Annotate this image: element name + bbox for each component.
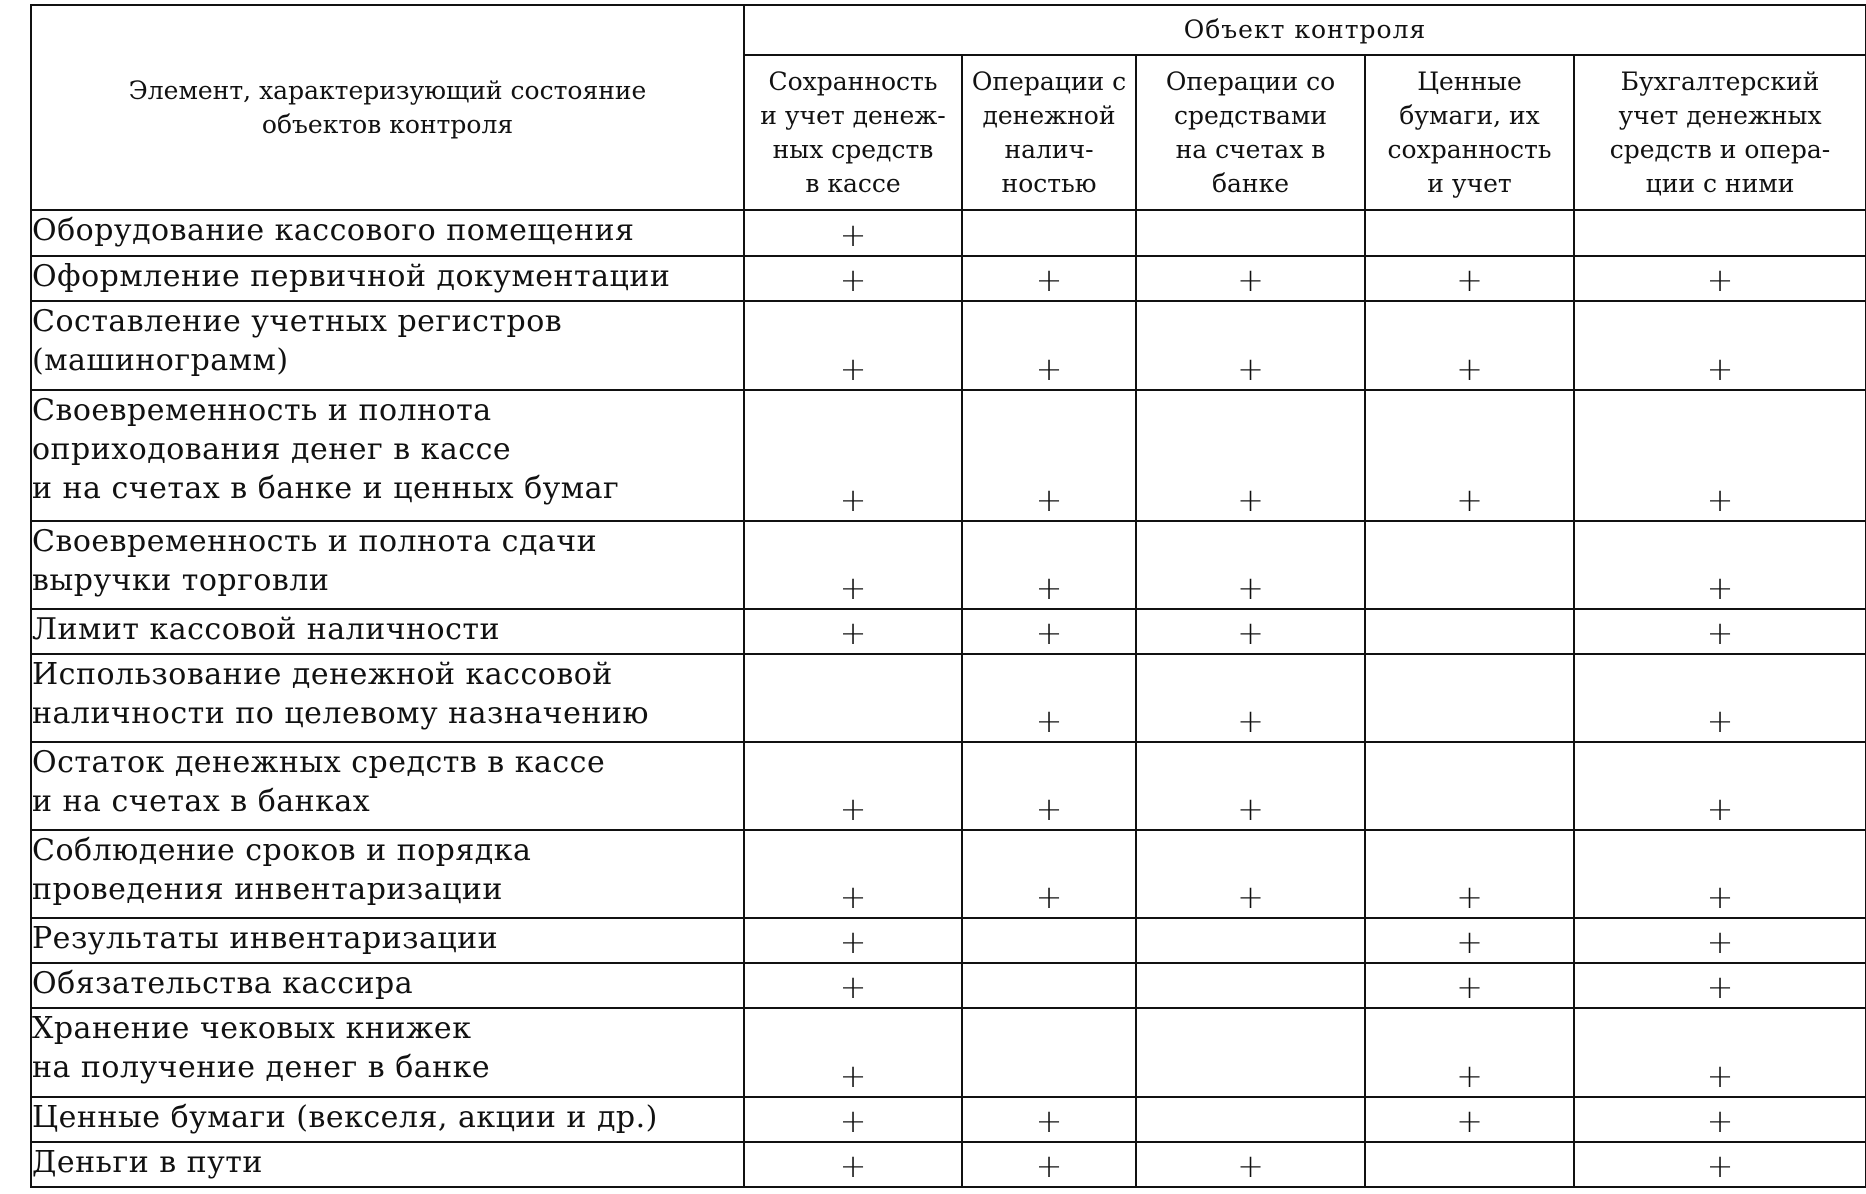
- control-object-header: Объект контроля: [744, 5, 1866, 55]
- mark-cell: [1365, 521, 1574, 609]
- mark-cell: +: [1574, 301, 1866, 389]
- row-label: Ценные бумаги (векселя, акции и др.): [31, 1097, 744, 1142]
- table-row: [31, 609, 1866, 654]
- mark-cell: +: [744, 1142, 962, 1187]
- mark-cell: +: [1365, 301, 1574, 389]
- control-objects-table: [30, 4, 1866, 1188]
- mark-cell: [1365, 210, 1574, 256]
- column-header-3: Операции со средствами на счетах в банке: [1136, 55, 1365, 210]
- table-body: [31, 210, 1866, 1187]
- table-row: [31, 1142, 1866, 1187]
- mark-cell: +: [1136, 390, 1365, 521]
- row-label: Хранение чековых книжек на получение денег в банке: [31, 1008, 744, 1096]
- mark-cell: +: [744, 742, 962, 830]
- column-header-2: Операции с денежной налич- ностью: [962, 55, 1136, 210]
- table-row: [31, 654, 1866, 742]
- row-label: Составление учетных регистров (машинограмм): [31, 301, 744, 389]
- mark-cell: +: [1574, 256, 1866, 301]
- mark-cell: +: [962, 1142, 1136, 1187]
- mark-cell: +: [962, 390, 1136, 521]
- mark-cell: [1136, 963, 1365, 1008]
- mark-cell: +: [962, 830, 1136, 918]
- mark-cell: [1136, 1008, 1365, 1096]
- mark-cell: +: [962, 256, 1136, 301]
- row-label: Деньги в пути: [31, 1142, 744, 1187]
- mark-cell: +: [1574, 963, 1866, 1008]
- mark-cell: +: [1136, 654, 1365, 742]
- mark-cell: +: [744, 210, 962, 256]
- mark-cell: +: [744, 1097, 962, 1142]
- mark-cell: +: [1136, 256, 1365, 301]
- mark-cell: +: [744, 1008, 962, 1096]
- mark-cell: +: [962, 742, 1136, 830]
- row-label: Использование денежной кассовой наличности по целевому назначению: [31, 654, 744, 742]
- mark-cell: [962, 963, 1136, 1008]
- mark-cell: +: [1574, 742, 1866, 830]
- mark-cell: +: [1574, 609, 1866, 654]
- mark-cell: +: [1365, 256, 1574, 301]
- mark-cell: +: [744, 521, 962, 609]
- mark-cell: +: [1574, 1142, 1866, 1187]
- mark-cell: [962, 1008, 1136, 1096]
- row-label: Оборудование кассового помещения: [31, 210, 744, 256]
- mark-cell: +: [1365, 963, 1574, 1008]
- table-row: [31, 521, 1866, 609]
- mark-cell: [1365, 654, 1574, 742]
- mark-cell: +: [744, 830, 962, 918]
- mark-cell: [1136, 1097, 1365, 1142]
- mark-cell: +: [1136, 301, 1365, 389]
- column-header-4: Ценные бумаги, их сохранность и учет: [1365, 55, 1574, 210]
- table-row: [31, 301, 1866, 389]
- mark-cell: [1365, 1142, 1574, 1187]
- mark-cell: +: [1365, 1008, 1574, 1096]
- mark-cell: +: [1365, 830, 1574, 918]
- mark-cell: +: [744, 609, 962, 654]
- mark-cell: +: [962, 654, 1136, 742]
- mark-cell: +: [744, 301, 962, 389]
- mark-cell: [744, 654, 962, 742]
- mark-cell: +: [744, 918, 962, 963]
- table-row: [31, 830, 1866, 918]
- mark-cell: +: [1136, 1142, 1365, 1187]
- mark-cell: +: [1574, 1008, 1866, 1096]
- table-row: [31, 918, 1866, 963]
- mark-cell: +: [962, 521, 1136, 609]
- table-row: [31, 390, 1866, 521]
- table-row: [31, 1008, 1866, 1096]
- row-label: Своевременность и полнота оприходования денег в кассе и на счетах в банке и ценных бумаг: [31, 390, 744, 521]
- mark-cell: [1136, 918, 1365, 963]
- mark-cell: +: [1136, 742, 1365, 830]
- column-header-1: Сохранность и учет денеж- ных средств в кассе: [744, 55, 962, 210]
- mark-cell: +: [744, 256, 962, 301]
- mark-cell: +: [1136, 830, 1365, 918]
- element-column-header: Элемент, характеризующий состояние объектов контроля: [31, 5, 744, 210]
- row-label: Остаток денежных средств в кассе и на счетах в банках: [31, 742, 744, 830]
- table-row: [31, 1097, 1866, 1142]
- row-label: Соблюдение сроков и порядка проведения инвентаризации: [31, 830, 744, 918]
- mark-cell: [1574, 210, 1866, 256]
- row-label: Результаты инвентаризации: [31, 918, 744, 963]
- mark-cell: +: [744, 390, 962, 521]
- row-label: Лимит кассовой наличности: [31, 609, 744, 654]
- mark-cell: [1365, 609, 1574, 654]
- table-row: [31, 210, 1866, 256]
- mark-cell: [1136, 210, 1365, 256]
- table-row: [31, 256, 1866, 301]
- mark-cell: +: [1574, 390, 1866, 521]
- mark-cell: +: [744, 963, 962, 1008]
- mark-cell: +: [1574, 918, 1866, 963]
- mark-cell: [1365, 742, 1574, 830]
- mark-cell: +: [962, 1097, 1136, 1142]
- mark-cell: +: [1136, 521, 1365, 609]
- table-row: [31, 963, 1866, 1008]
- mark-cell: +: [1574, 830, 1866, 918]
- row-label: Своевременность и полнота сдачи выручки торговли: [31, 521, 744, 609]
- mark-cell: +: [1574, 1097, 1866, 1142]
- mark-cell: [962, 210, 1136, 256]
- mark-cell: +: [1136, 609, 1365, 654]
- mark-cell: +: [962, 301, 1136, 389]
- mark-cell: +: [1365, 918, 1574, 963]
- mark-cell: +: [1365, 1097, 1574, 1142]
- mark-cell: +: [1574, 521, 1866, 609]
- mark-cell: +: [1574, 654, 1866, 742]
- row-label: Оформление первичной документации: [31, 256, 744, 301]
- table-row: [31, 742, 1866, 830]
- mark-cell: +: [1365, 390, 1574, 521]
- row-label: Обязательства кассира: [31, 963, 744, 1008]
- mark-cell: [962, 918, 1136, 963]
- column-header-5: Бухгалтерский учет денежных средств и опера- ции с ними: [1574, 55, 1866, 210]
- mark-cell: +: [962, 609, 1136, 654]
